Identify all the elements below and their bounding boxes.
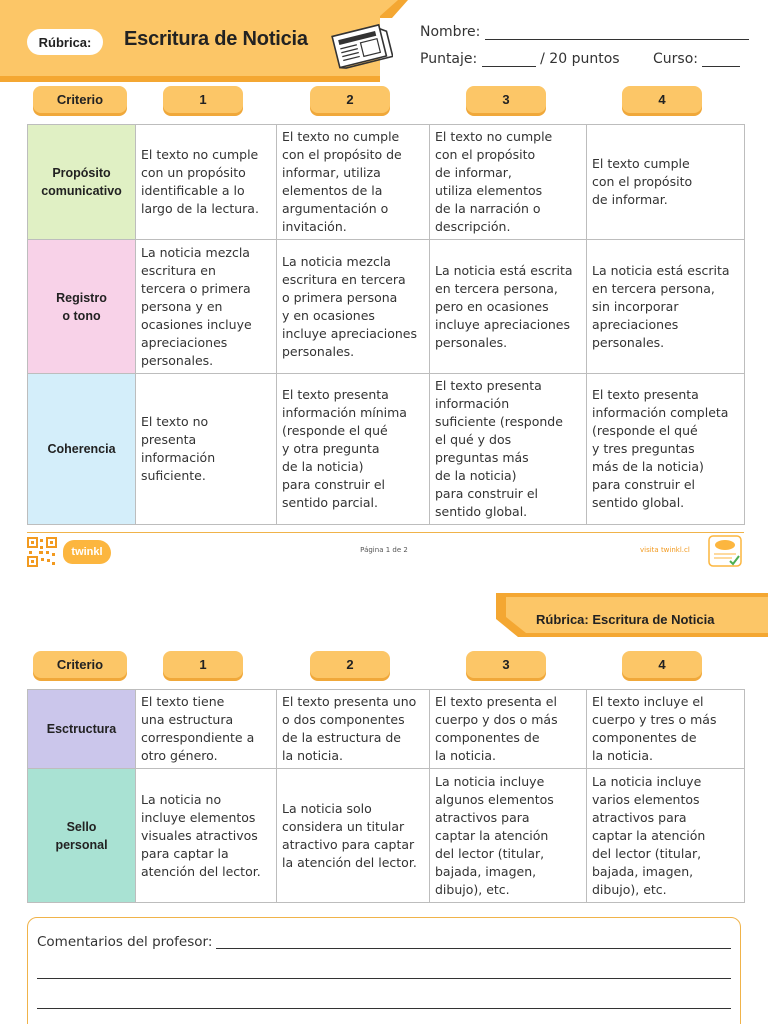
table-row xyxy=(28,125,745,240)
comments-label: Comentarios del profesor: xyxy=(37,934,213,950)
comment-line[interactable] xyxy=(37,978,731,979)
criterion-cell: Registro o tono xyxy=(28,240,136,374)
column-header-criterio: Criterio xyxy=(33,651,127,678)
rubric-badge: Rúbrica: xyxy=(27,29,103,55)
page2-title: Rúbrica: Escritura de Noticia xyxy=(536,612,715,627)
rubric-cell: La noticia solo considera un titular atractivo para captar la atención del lector. xyxy=(277,769,430,903)
score-field[interactable]: Puntaje: / 20 puntos xyxy=(420,51,620,67)
table-row xyxy=(28,240,745,374)
rubric-cell: El texto presenta el cuerpo y dos o más componentes de la noticia. xyxy=(430,690,587,769)
course-field[interactable]: Curso: xyxy=(653,51,740,67)
rubric-cell: La noticia mezcla escritura en tercera o primera persona y en ocasiones incluye apreciaciones personales. xyxy=(136,240,277,374)
comment-line[interactable] xyxy=(37,1008,731,1009)
column-header-4: 4 xyxy=(622,651,702,678)
column-header-2: 2 xyxy=(310,651,390,678)
name-field[interactable]: Nombre: xyxy=(420,24,749,40)
rubric-table-1 xyxy=(27,124,745,525)
table-row xyxy=(28,374,745,525)
page-title: Escritura de Noticia xyxy=(124,28,308,50)
rubric-cell: La noticia está escrita en tercera persona, pero en ocasiones incluye apreciaciones personales. xyxy=(430,240,587,374)
newspaper-icon xyxy=(327,18,393,72)
visit-link[interactable]: visita twinkl.cl xyxy=(640,546,690,554)
rubric-cell: El texto tiene una estructura correspondiente a otro género. xyxy=(136,690,277,769)
column-header-criterio: Criterio xyxy=(33,86,127,113)
rubric-table-2 xyxy=(27,689,745,903)
criterion-cell: Coherencia xyxy=(28,374,136,525)
footer-divider xyxy=(27,532,744,533)
rubric-cell: El texto no cumple con el propósito de informar, utiliza elementos de la narración o descripción. xyxy=(430,125,587,240)
course-line[interactable] xyxy=(702,53,740,67)
rubric-cell: La noticia incluye algunos elementos atractivos para captar la atención del lector (titular, bajada, imagen, dibujo), etc. xyxy=(430,769,587,903)
table-row xyxy=(28,769,745,903)
rubric-cell: El texto no cumple con un propósito identificable a lo largo de la lectura. xyxy=(136,125,277,240)
page-number: Página 1 de 2 xyxy=(360,546,408,554)
criterion-cell: Sello personal xyxy=(28,769,136,903)
column-header-1: 1 xyxy=(163,651,243,678)
rubric-cell: El texto incluye el cuerpo y tres o más componentes de la noticia. xyxy=(587,690,745,769)
rubric-cell: El texto cumple con el propósito de informar. xyxy=(587,125,745,240)
column-header-1: 1 xyxy=(163,86,243,113)
rubric-cell: La noticia mezcla escritura en tercera o primera persona y en ocasiones incluye apreciaciones personales. xyxy=(277,240,430,374)
rubric-cell: La noticia está escrita en tercera persona, sin incorporar apreciaciones personales. xyxy=(587,240,745,374)
column-header-3: 3 xyxy=(466,86,546,113)
rubric-cell: El texto no presenta información suficiente. xyxy=(136,374,277,525)
rubric-cell: El texto no cumple con el propósito de informar, utiliza elementos de la argumentación o invitación. xyxy=(277,125,430,240)
quality-stamp-icon xyxy=(708,535,742,567)
rubric-cell: La noticia no incluye elementos visuales atractivos para captar la atención del lector. xyxy=(136,769,277,903)
column-header-4: 4 xyxy=(622,86,702,113)
name-line[interactable] xyxy=(485,26,749,40)
column-header-3: 3 xyxy=(466,651,546,678)
rubric-cell: El texto presenta información suficiente (responde el qué y dos preguntas más de la noticia) para construir el sentido global. xyxy=(430,374,587,525)
qr-code-icon xyxy=(27,537,57,567)
rubric-cell: La noticia incluye varios elementos atractivos para captar la atención del lector (titular, bajada, imagen, dibujo), etc. xyxy=(587,769,745,903)
criterion-cell: Propósito comunicativo xyxy=(28,125,136,240)
criterion-cell: Esctructura xyxy=(28,690,136,769)
twinkl-logo: twinkl xyxy=(63,540,111,564)
comment-line[interactable] xyxy=(216,948,731,949)
rubric-cell: El texto presenta uno o dos componentes de la estructura de la noticia. xyxy=(277,690,430,769)
rubric-cell: El texto presenta información mínima (responde el qué y otra pregunta de la noticia) para construir el sentido parcial. xyxy=(277,374,430,525)
score-line[interactable] xyxy=(482,53,536,67)
table-row xyxy=(28,690,745,769)
column-header-2: 2 xyxy=(310,86,390,113)
rubric-cell: El texto presenta información completa (responde el qué y tres preguntas más de la noticia) para construir el sentido global. xyxy=(587,374,745,525)
